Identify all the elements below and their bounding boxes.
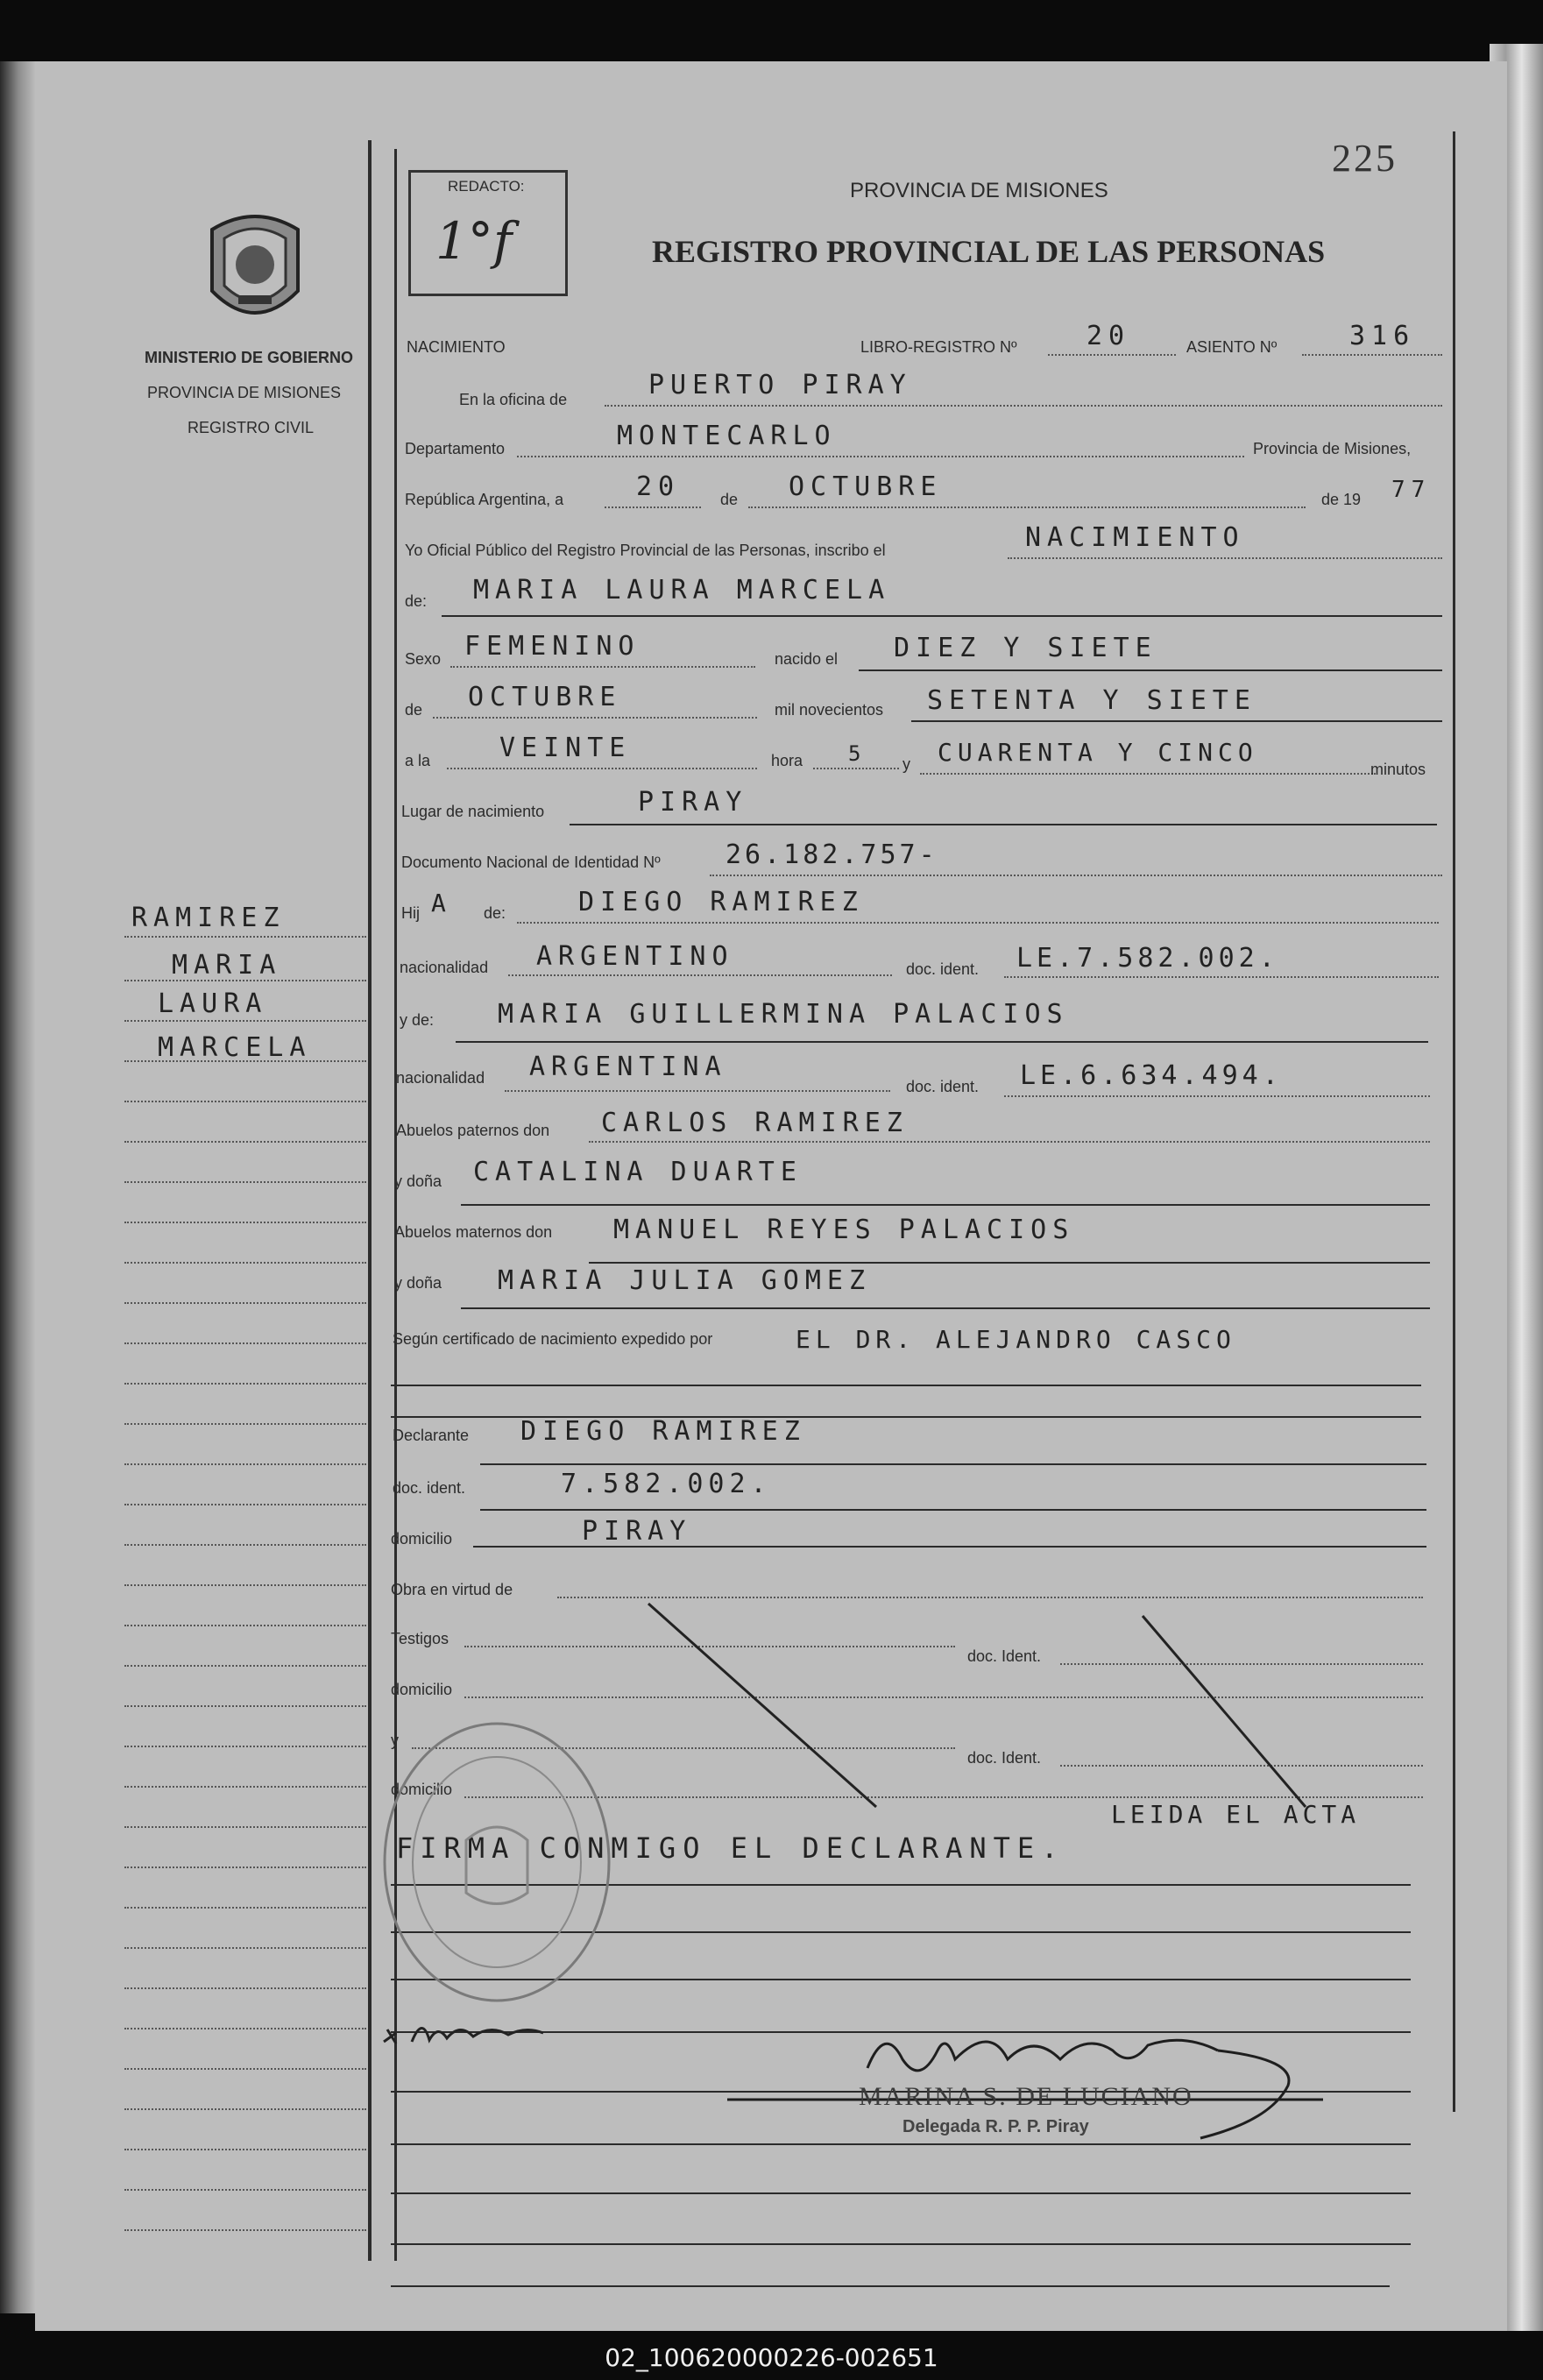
dni-label: Documento Nacional de Identidad Nº: [401, 854, 661, 871]
official-title: Delegada R. P. P. Piray: [902, 2117, 1089, 2136]
type-label: NACIMIENTO: [407, 338, 506, 356]
declarante-domicilio-label: domicilio: [391, 1530, 453, 1548]
inscribe-value: NACIMIENTO: [1025, 522, 1245, 553]
provincia-suffix: Provincia de Misiones,: [1253, 440, 1412, 457]
header-province: PROVINCIA DE MISIONES: [850, 179, 1108, 202]
sexo-value: FEMENINO: [464, 631, 641, 662]
dni-value: 26.182.757-: [725, 839, 938, 870]
obra-label: Obra en virtud de: [391, 1581, 513, 1598]
abuela-paterna: CATALINA DUARTE: [473, 1157, 803, 1187]
testigos-doc-label: doc. Ident.: [967, 1647, 1042, 1665]
testigos-domicilio2-label: domicilio: [391, 1781, 453, 1798]
segun-label: Según certificado de nacimiento expedido por: [393, 1330, 713, 1348]
certificado-por: EL DR. ALEJANDRO CASCO: [796, 1325, 1236, 1354]
mother-doc-label: doc. ident.: [906, 1078, 980, 1095]
declarante-doc-label: doc. ident.: [393, 1479, 466, 1497]
father-nationality-label: nacionalidad: [400, 959, 489, 976]
departamento-value: MONTECARLO: [617, 421, 837, 451]
abuelos-maternos-label: Abuelos maternos don: [394, 1223, 553, 1241]
abuela-materna: MARIA JULIA GOMEZ: [498, 1265, 872, 1296]
departamento-label: Departamento: [405, 440, 506, 457]
father-name: DIEGO RAMIREZ: [578, 887, 864, 917]
redacto-value: 1°f: [435, 211, 513, 271]
oficina-label: En la oficina de: [459, 391, 568, 408]
hora-value: VEINTE: [499, 733, 632, 763]
image-caption: 02_100620000226-002651: [0, 2336, 1543, 2380]
libro-value: 20: [1086, 321, 1131, 351]
minutos-value: CUARENTA Y CINCO: [938, 738, 1258, 767]
left-column-rule: [368, 140, 372, 2261]
declarant-signature-icon: [377, 2007, 561, 2059]
hij-label: Hij: [401, 904, 420, 922]
sexo-label: Sexo: [405, 650, 442, 668]
margin-name-1: MARIA: [172, 950, 282, 981]
nacido-mes: OCTUBRE: [468, 682, 622, 712]
abuela-materna-label: y doña: [394, 1274, 442, 1292]
firma-texto: FIRMA CONMIGO EL DECLARANTE.: [396, 1831, 1065, 1865]
asiento-value: 316: [1349, 321, 1416, 351]
margin-surname: RAMIREZ: [131, 903, 286, 933]
father-doc: LE.7.582.002.: [1016, 943, 1279, 974]
name-de-label: de:: [405, 592, 428, 610]
lugar-value: PIRAY: [638, 787, 748, 818]
libro-label: LIBRO-REGISTRO Nº: [860, 338, 1017, 356]
nacido-de-label: de: [405, 701, 423, 719]
republica-label: República Argentina, a: [405, 491, 564, 508]
margin-name-3: MARCELA: [158, 1032, 312, 1063]
issuer-registry-label: REGISTRO CIVIL: [188, 419, 315, 436]
hij-de-label: de:: [484, 904, 506, 922]
hora-label: hora: [771, 752, 803, 769]
testigos-y-label: y: [391, 1732, 399, 1749]
abuelo-paterno: CARLOS RAMIREZ: [601, 1108, 909, 1138]
child-name: MARIA LAURA MARCELA: [473, 575, 891, 606]
father-nationality: ARGENTINO: [536, 941, 734, 972]
redacto-box: [408, 170, 568, 296]
abuelo-materno: MANUEL REYES PALACIOS: [613, 1215, 1075, 1245]
fecha-19-label: de 19: [1321, 491, 1362, 508]
ministry-label: MINISTERIO DE GOBIERNO: [145, 349, 354, 366]
fecha-mes: OCTUBRE: [789, 471, 943, 502]
minutos-label: minutos: [1370, 761, 1426, 778]
form-right-rule: [1453, 131, 1455, 2112]
official-stamp-icon: [379, 1718, 615, 2007]
mother-y-de-label: y de:: [400, 1011, 435, 1029]
issuer-province-label: PROVINCIA DE MISIONES: [147, 384, 342, 401]
lugar-label: Lugar de nacimiento: [401, 803, 545, 820]
header-registry: REGISTRO PROVINCIAL DE LAS PERSONAS: [652, 234, 1326, 269]
hora-y-label: y: [902, 755, 910, 773]
mother-doc: LE.6.634.494.: [1020, 1060, 1283, 1091]
mother-nationality-label: nacionalidad: [396, 1069, 485, 1087]
mother-name: MARIA GUILLERMINA PALACIOS: [498, 999, 1069, 1030]
nacido-dia: DIEZ Y SIETE: [894, 633, 1157, 663]
yo-oficial-label: Yo Oficial Público del Registro Provincial de las Personas, inscribo el: [405, 542, 886, 559]
margin-name-2: LAURA: [158, 988, 268, 1019]
nacido-label: nacido el: [775, 650, 839, 668]
hij-suffix: A: [431, 889, 452, 917]
father-doc-label: doc. ident.: [906, 960, 980, 978]
asiento-label: ASIENTO Nº: [1186, 338, 1278, 356]
testigos-domicilio-label: domicilio: [391, 1681, 453, 1698]
mil-label: mil novecientos: [775, 701, 884, 719]
leida-acta: LEIDA EL ACTA: [1111, 1800, 1361, 1829]
abuela-paterna-label: y doña: [394, 1172, 442, 1190]
redacto-label: REDACTO:: [448, 178, 525, 195]
province-seal-icon: [203, 212, 307, 328]
declarante-domicilio: PIRAY: [582, 1516, 692, 1547]
declarante-doc: 7.582.002.: [561, 1469, 772, 1499]
declarante-label: Declarante: [393, 1427, 470, 1444]
testigos-doc2-label: doc. Ident.: [967, 1749, 1042, 1767]
page-number: 225: [1332, 137, 1398, 180]
fecha-anio: 77: [1391, 477, 1432, 503]
left-binding: [0, 61, 37, 2313]
declarante-name: DIEGO RAMIREZ: [520, 1416, 806, 1447]
testigos-label: Testigos: [391, 1630, 449, 1647]
nacido-anio: SETENTA Y SIETE: [927, 685, 1256, 716]
mother-nationality: ARGENTINA: [529, 1052, 727, 1082]
fecha-dia: 20: [636, 471, 681, 502]
abuelos-paternos-label: Abuelos paternos don: [396, 1122, 550, 1139]
a-la-label: a la: [405, 752, 431, 769]
fecha-de-label: de: [720, 491, 739, 508]
oficina-value: PUERTO PIRAY: [648, 370, 912, 400]
official-name: MARINA S. DE LUCIANO: [859, 2082, 1193, 2111]
hora-5: 5: [848, 741, 867, 766]
